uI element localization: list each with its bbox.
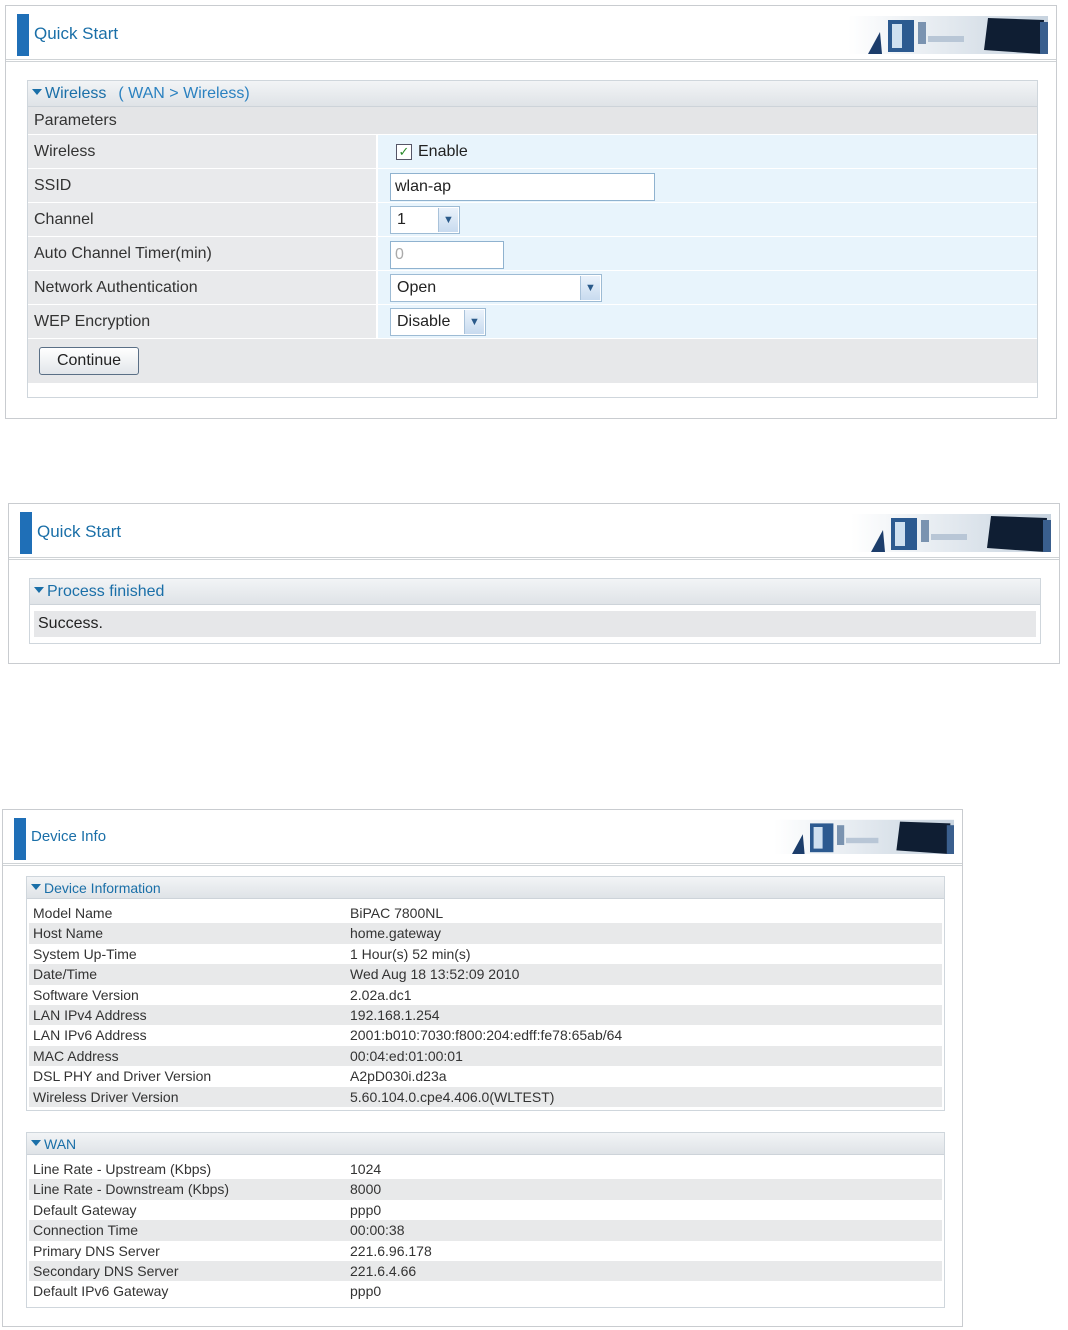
device-info-panel — [2, 809, 963, 1327]
row-value — [378, 203, 1037, 236]
select-value: 1 — [397, 211, 406, 228]
row-value: home.gateway — [350, 925, 442, 942]
row-value: ppp0 — [350, 1201, 382, 1218]
row-label: DSL PHY and Driver Version — [33, 1068, 212, 1085]
row-value — [378, 305, 1037, 338]
success-message: Success. — [34, 611, 1036, 637]
wireless-section-header[interactable] — [28, 81, 1037, 107]
row-label: Connection Time — [33, 1222, 139, 1239]
panel-header — [6, 6, 1056, 62]
form-row-ssid — [28, 169, 1037, 203]
page-title: Quick Start — [37, 522, 122, 541]
select-value: Open — [397, 279, 437, 296]
row-value: A2pD030i.d23a — [350, 1068, 447, 1085]
table-row — [29, 1159, 942, 1179]
row-label: Host Name — [33, 925, 104, 942]
page-title: Quick Start — [34, 24, 119, 43]
row-label: Default Gateway — [33, 1201, 137, 1218]
row-value: ppp0 — [350, 1283, 382, 1300]
row-label: Primary DNS Server — [33, 1242, 160, 1259]
enable-checkbox-label: Enable — [418, 143, 468, 160]
row-label: LAN IPv6 Address — [33, 1027, 147, 1044]
row-value: 221.6.4.66 — [350, 1262, 417, 1279]
chevron-down-icon: ▼ — [580, 276, 600, 300]
button-row — [28, 339, 1037, 383]
row-label: MAC Address — [33, 1047, 119, 1064]
wan-section — [26, 1132, 945, 1308]
channel-select[interactable] — [390, 206, 460, 234]
row-value: 8000 — [350, 1181, 382, 1198]
section-title: WAN — [44, 1136, 77, 1152]
chevron-down-icon: ▼ — [438, 208, 458, 232]
device-information-section — [26, 876, 945, 1111]
table-row — [29, 1281, 942, 1301]
table-row — [29, 964, 942, 984]
row-value: 192.168.1.254 — [350, 1006, 440, 1023]
row-label: Software Version — [33, 986, 139, 1003]
triangle-down-icon — [31, 1140, 41, 1146]
table-row — [29, 903, 942, 923]
row-value: Wed Aug 18 13:52:09 2010 — [350, 966, 520, 983]
row-label: Default IPv6 Gateway — [33, 1283, 169, 1300]
table-row — [29, 1179, 942, 1199]
table-row — [29, 1066, 942, 1086]
triangle-down-icon — [32, 89, 42, 95]
table-row — [29, 944, 942, 964]
network-authentication-select[interactable] — [390, 274, 602, 302]
table-row — [29, 1241, 942, 1261]
row-value: 221.6.96.178 — [350, 1242, 432, 1259]
network-devices-banner-icon — [774, 816, 954, 856]
row-value — [378, 271, 1037, 304]
row-value: 2.02a.dc1 — [350, 986, 412, 1003]
chevron-down-icon: ▼ — [464, 310, 484, 334]
row-label: Channel — [28, 203, 378, 236]
row-value — [378, 135, 1037, 168]
row-label: SSID — [28, 169, 378, 202]
section-title: Device Information — [44, 880, 161, 896]
table-row — [29, 1025, 942, 1045]
table-row — [29, 1005, 942, 1025]
triangle-down-icon — [34, 587, 44, 593]
table-row — [29, 1087, 942, 1107]
table-row — [29, 1046, 942, 1066]
process-finished-header[interactable] — [30, 579, 1040, 605]
wan-table — [27, 1155, 944, 1302]
row-label: Line Rate - Upstream (Kbps) — [33, 1161, 212, 1177]
row-value: 1024 — [350, 1161, 382, 1177]
panel-header — [9, 504, 1059, 560]
quick-start-wireless-panel — [5, 5, 1057, 419]
row-value: 00:04:ed:01:00:01 — [350, 1047, 463, 1064]
row-label: Wireless Driver Version — [33, 1088, 179, 1105]
section-title: Process finished — [47, 583, 165, 600]
network-devices-banner-icon — [848, 12, 1048, 56]
row-value: 5.60.104.0.cpe4.406.0(WLTEST) — [350, 1088, 555, 1105]
row-label: Date/Time — [33, 966, 98, 983]
quick-start-finished-panel — [8, 503, 1060, 664]
section-path: ( WAN > Wireless) — [118, 85, 250, 102]
enable-checkbox[interactable]: ✓ — [396, 144, 412, 160]
panel-header — [3, 810, 962, 866]
form-row-auto-channel-timer — [28, 237, 1037, 271]
auto-channel-timer-input[interactable]: 0 — [390, 241, 504, 269]
parameters-header: Parameters — [28, 107, 1037, 135]
row-label: Model Name — [33, 905, 113, 921]
table-row — [29, 923, 942, 943]
device-information-header[interactable] — [27, 877, 944, 899]
process-finished-section — [29, 578, 1041, 644]
form-row-channel — [28, 203, 1037, 237]
continue-button[interactable]: Continue — [39, 347, 139, 375]
section-title: Wireless — [45, 85, 107, 102]
row-value: 1 Hour(s) 52 min(s) — [350, 945, 471, 962]
network-devices-banner-icon — [851, 510, 1051, 554]
row-label: Line Rate - Downstream (Kbps) — [33, 1181, 230, 1198]
select-value: Disable — [397, 313, 451, 330]
header-accent-bar — [14, 818, 26, 860]
wan-header[interactable] — [27, 1133, 944, 1155]
page-title: Device Info — [31, 828, 107, 845]
triangle-down-icon — [31, 884, 41, 890]
row-value — [378, 237, 1037, 270]
row-value — [378, 169, 1037, 202]
form-row-wireless — [28, 135, 1037, 169]
row-label: Network Authentication — [28, 271, 378, 304]
wep-encryption-select[interactable] — [390, 308, 486, 336]
row-value: 2001:b010:7030:f800:204:edff:fe78:65ab/64 — [350, 1027, 623, 1044]
row-label: Auto Channel Timer(min) — [28, 237, 378, 270]
table-row — [29, 1200, 942, 1220]
row-label: Secondary DNS Server — [33, 1262, 179, 1279]
header-accent-bar — [17, 14, 29, 56]
table-row — [29, 985, 942, 1005]
table-row — [29, 1261, 942, 1281]
row-label: Wireless — [28, 135, 378, 168]
header-accent-bar — [20, 512, 32, 554]
row-label: System Up-Time — [33, 945, 137, 962]
ssid-input[interactable]: wlan-ap — [390, 173, 655, 201]
row-value: BiPAC 7800NL — [350, 905, 444, 921]
form-row-wep-encryption — [28, 305, 1037, 339]
table-row — [29, 1220, 942, 1240]
device-information-table — [27, 899, 944, 1107]
row-value: 00:00:38 — [350, 1222, 405, 1239]
form-row-network-authentication — [28, 271, 1037, 305]
row-label: LAN IPv4 Address — [33, 1006, 147, 1023]
row-label: WEP Encryption — [28, 305, 378, 338]
wireless-section — [27, 80, 1038, 398]
